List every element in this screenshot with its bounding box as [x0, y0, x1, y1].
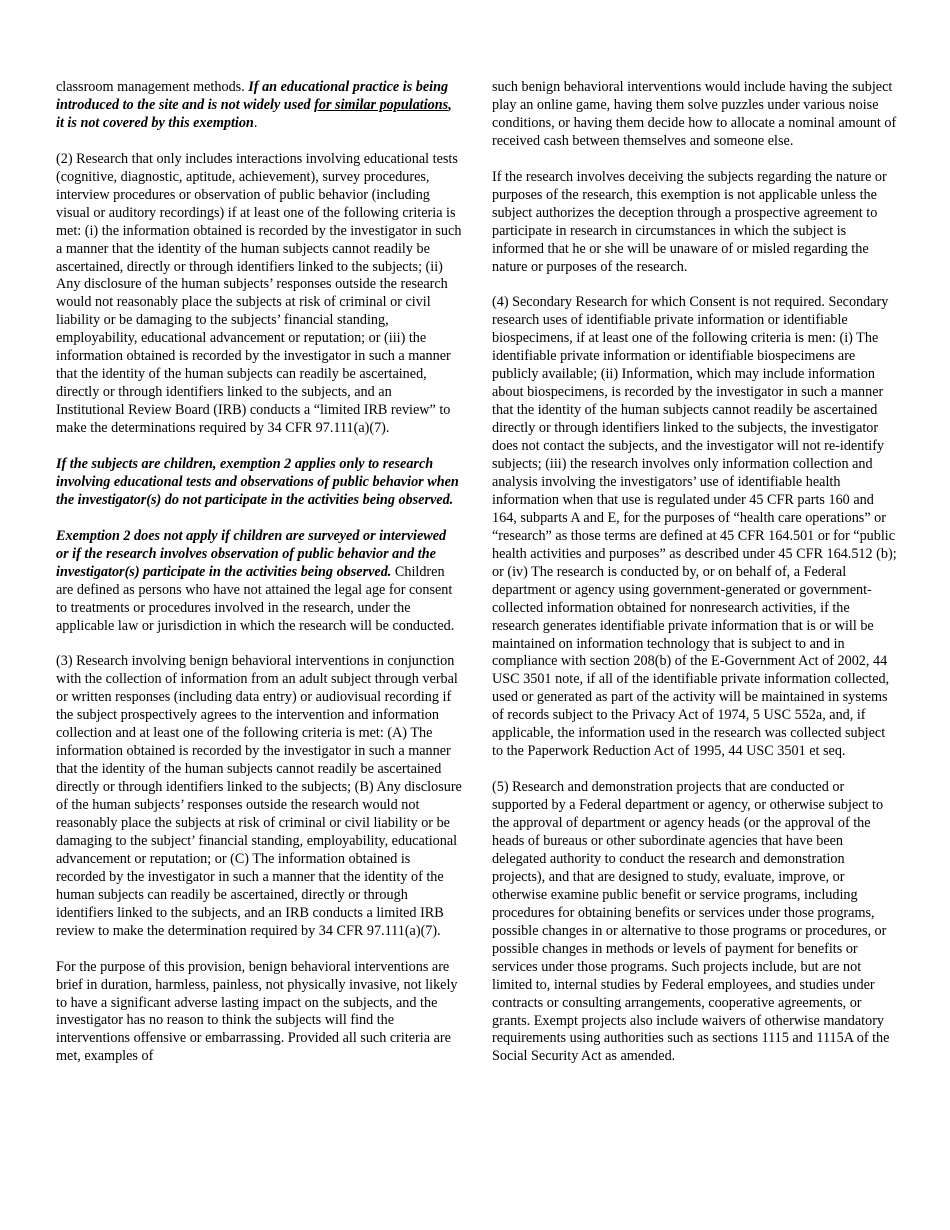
text-run: . [253, 114, 258, 131]
emphasis-run: , it is not covered by this exemption [56, 96, 452, 131]
emphasis-run: If an educational practice is being introduced to the site and is not widely used [56, 79, 449, 113]
paragraph-children-exemption-2: If the subjects are children, exemption 2 applies only to research involving educational tests and observations of public behavior when the investigator(s) do not participate in the activities being observed. [56, 455, 459, 508]
paragraph-exemption-5: (5) Research and demonstration projects that are conducted or supported by a Federal department or agency, or otherwise subject to the approval of department or agency heads (or the approval of the heads of bureaus or other subordinate agencies that have been delegated authority to conduct the research and demonstration projects), and that are designed to study, evaluate, improve, or otherwise examine public benefit or service programs, including procedures for obtaining benefits or services under those programs, possible changes in or alternative to those programs or procedures, or possible changes in methods or levels of payment for benefits or services under those programs. Such projects include, but are not limited to, internal studies by Federal employees, and studies under contracts or consulting arrangements, cooperative agreements, or grants. Exempt projects also include waivers of otherwise mandatory requirements using authorities such as sections 1115 and 1115A of the Social Security Act as amended. [492, 779, 890, 1065]
paragraph-deception: If the research involves deceiving the subjects regarding the nature or purposes of the research, this exemption is not applicable unless the subject authorizes the deception through a prospective agreement to participate in research in circumstances in which the subject is informed that he or she will be unaware of or misled regarding the nature or purposes of the research. [492, 168, 887, 275]
left-column [56, 79, 462, 1084]
paragraph-exemption-4: (4) Secondary Research for which Consent is not required. Secondary research uses of identifiable private information or identifiable biospecimens, if at least one of the following criteria is men: (i) The identifiable private information or identifiable biospecimens are publicly available; (ii) Information, which may include information about biospecimens, is recorded by the investigator in such a manner that the identity of the human subjects cannot readily be ascertained directly or through identifiers linked to the subjects, the investigator does not contact the subjects, and the investigator will not re-identify subjects; (iii) the research involves only information collection and analysis involving the investigators’ use of identifiable health information when that use is regulated under 45 CFR parts 160 and 164, subparts A and E, for the purposes of “health care operations” or “research” as those terms are defined at 45 CFR 164.501 or for “public health activities and purposes” as described under 45 CFR 164.512 (b); or (iv) The research is conducted by, or on behalf of, a Federal department or agency using government-generated or government-collected information obtained for nonresearch activities, if the research generates identifiable private information that is or will be maintained on information technology that is subject to and in compliance with section 208(b) of the E-Government Act of 2002, 44 USC 3501 note, if all of the identifiable private information collected, used or generated as part of the activity will be maintained in systems of records subject to the Privacy Act of 1974, 5 USC 552a, and, if applicable, the information used in the research was collected subject to the Paperwork Reduction Act of 1995, 44 USC 3501 et seq. [492, 294, 897, 760]
paragraph-intervention-examples: such benign behavioral interventions would include having the subject play an online game, having them solve puzzles under various noise conditions, or having them decide how to allocate a nominal amount of received cash between themselves and someone else. [492, 79, 897, 149]
paragraph-exemption-2-limits [56, 528, 462, 636]
paragraph-benign-interventions: For the purpose of this provision, benign behavioral interventions are brief in duration, harmless, painless, not physically invasive, not likely to have a significant adverse lasting impact on the subjects, and the investigator has no reason to think the subjects will find the interventions offensive or embarrassing. Provided all such criteria are met, examples of [56, 958, 458, 1065]
paragraph-classroom-methods [56, 79, 462, 133]
paragraph-exemption-3: (3) Research involving benign behavioral interventions in conjunction with the collection of information from an adult subject through verbal or written responses (including data entry) or audiovisual recording if the subject prospectively agrees to the intervention and information collection and at least one of the following criteria is met: (A) The information obtained is recorded by the investigator in such a manner that the identity of the human subjects cannot readily be ascertained directly or through identifiers linked to the subjects; (B) Any disclosure of the human subjects’ responses outside the research would not reasonably place the subjects at risk of criminal or civil liability or be damaging to the subject’ financial standing, employability, educational advancement or reputation; or (C) The information obtained is recorded by the investigator in such a manner that the identity of the human subjects can readily be ascertained, directly or through identifiers linked to the subjects, and an IRB conducts a limited IRB review to make the determination required by 34 CFR 97.111(a)(7). [56, 653, 462, 939]
right-column [492, 79, 898, 1084]
underlined-emphasis-run: for similar populations [314, 96, 449, 113]
emphasis-run: Exemption 2 does not apply if children are surveyed or interviewed or if the research involves observation of public behavior and the investigator(s) participate in the activities being observed. [56, 527, 447, 580]
paragraph-exemption-2: (2) Research that only includes interactions involving educational tests (cognitive, diagnostic, aptitude, achievement), survey procedures, interview procedures or observation of public behavior (including visual or auditory recordings) if at least one of the following criteria is met: (i) the information obtained is recorded by the investigator in such a manner that the identity of the human subjects cannot readily be ascertained, directly or through identifiers linked to the subjects; (ii) Any disclosure of the human subjects’ responses outside the research would not reasonably place the subjects at risk of criminal or civil liability or be damaging to the subjects’ financial standing, employability, educational advancement or reputation; or (iii) the information obtained is recorded by the investigator in such a manner that the identity of the human subjects can readily be ascertained, directly or through identifiers linked to the subjects, and an Institutional Review Board (IRB) conducts a “limited IRB review” to make the determinations required by 34 CFR 97.111(a)(7). [56, 150, 462, 437]
text-run: Children are defined as persons who have not attained the legal age for consent to treatments or procedures involved in the research, under the applicable law or jurisdiction in which the research will be conducted. [56, 563, 455, 634]
text-run: classroom management methods. [56, 79, 249, 95]
